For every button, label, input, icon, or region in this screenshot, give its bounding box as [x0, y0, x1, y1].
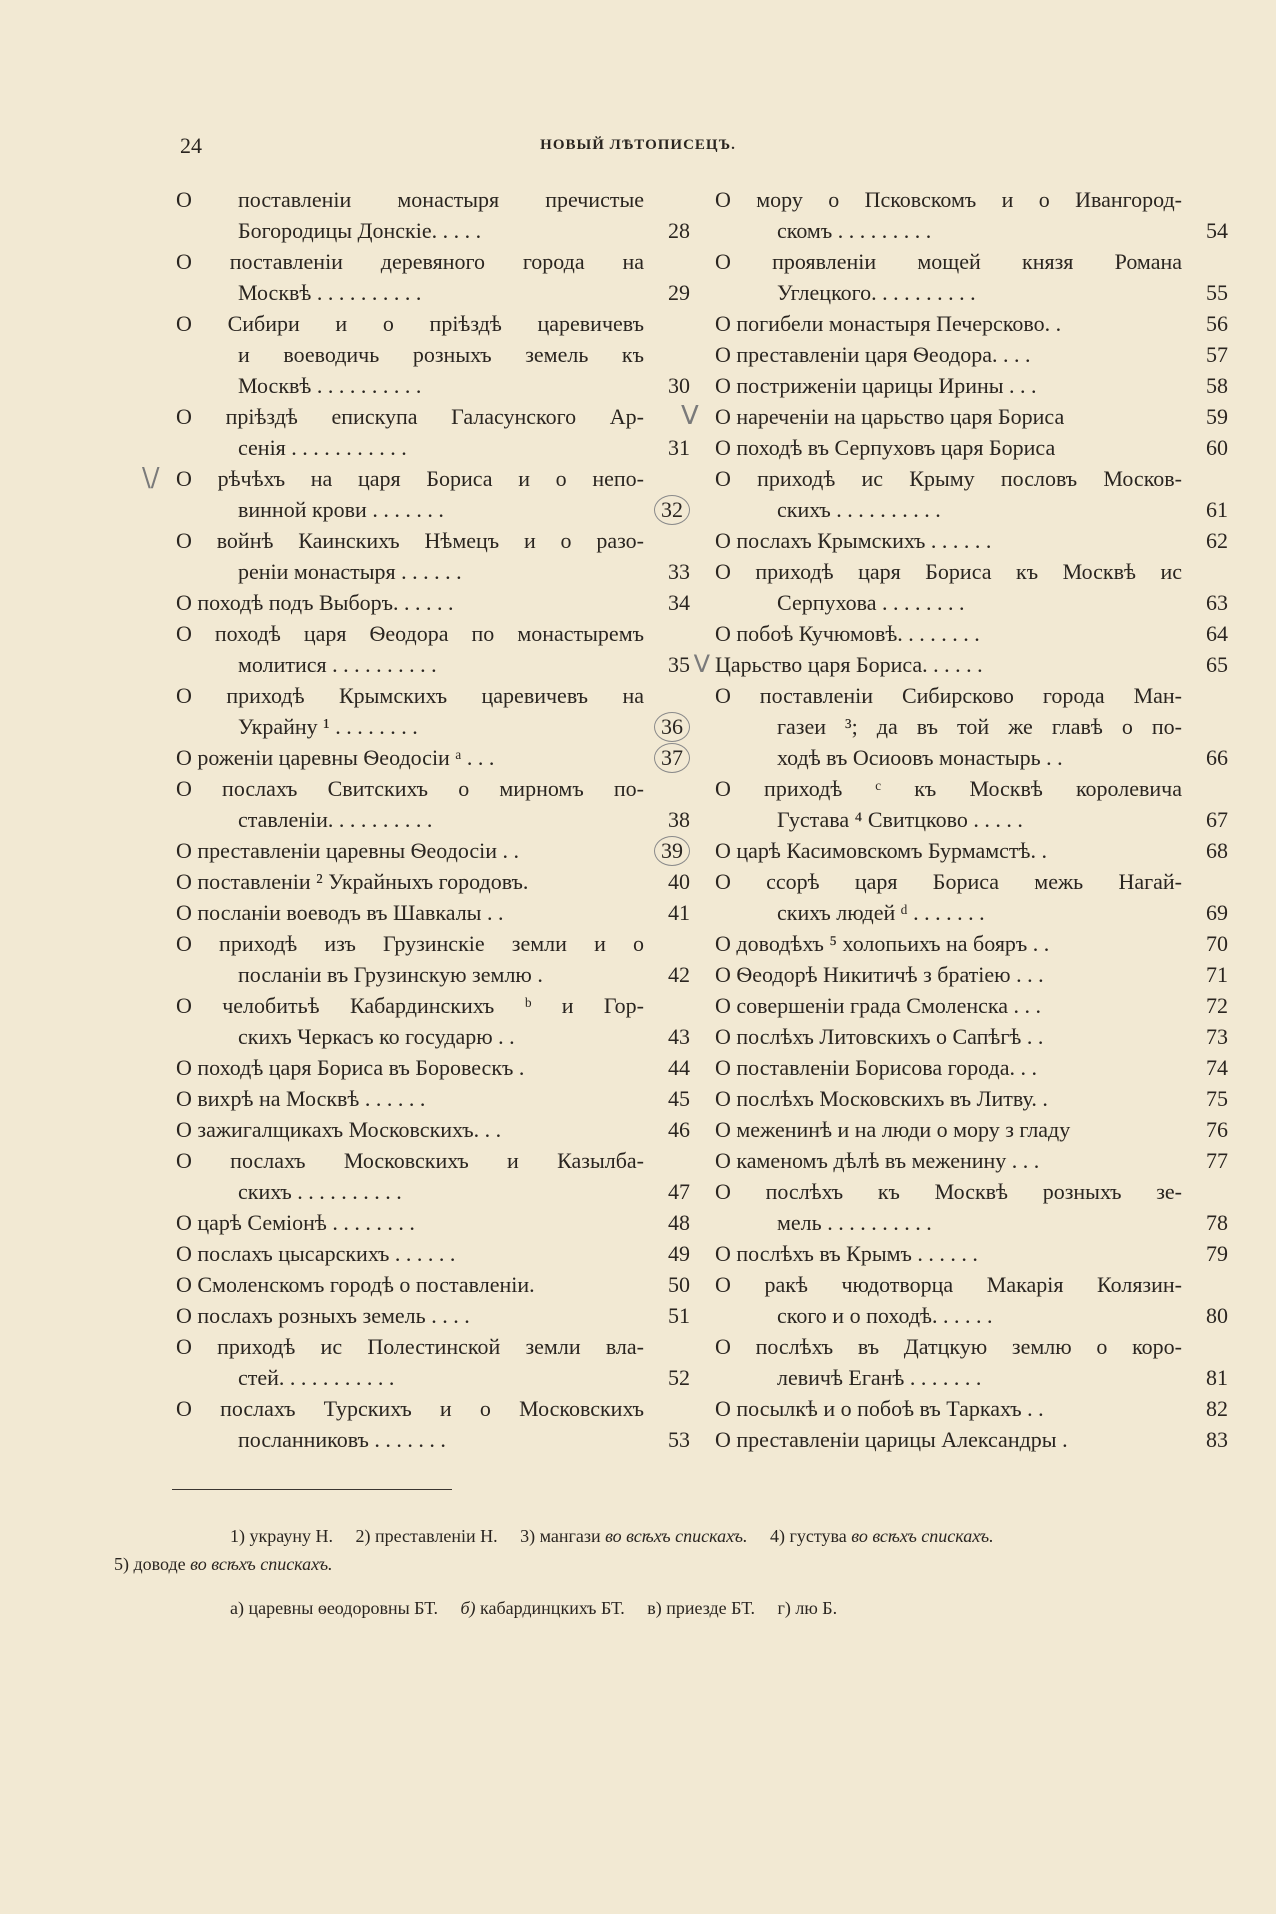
- toc-entry: [142, 463, 690, 525]
- toc-entry: [176, 990, 690, 1052]
- toc-entry-text: Серпухова . . . . . . . .: [777, 590, 965, 615]
- toc-line: [715, 990, 1228, 1021]
- toc-entry-text: О послѣхъ въ Датцкую землю о коро-: [715, 1334, 1182, 1359]
- toc-entry-text: О рѣчѣхъ на царя Бориса и о непо-: [176, 466, 644, 491]
- toc-line: [176, 494, 690, 525]
- toc-entry-text: О послахъ цысарскихъ . . . . . .: [176, 1241, 456, 1266]
- toc-line: [176, 1393, 690, 1424]
- toc-page-number: 63: [1206, 590, 1228, 615]
- toc-entry: [715, 1114, 1228, 1145]
- toc-page-number: 62: [1206, 528, 1228, 553]
- toc-line: [715, 649, 1228, 680]
- toc-page-number: 34: [668, 590, 690, 615]
- toc-entry-text: О послѣхъ Московскихъ въ Литву. .: [715, 1086, 1048, 1111]
- toc-entry: [715, 1331, 1228, 1393]
- toc-entry-text: О войнѣ Каинскихъ Нѣмецъ и о разо-: [176, 528, 644, 553]
- toc-page-number: 69: [1206, 900, 1228, 925]
- toc-page-number: 47: [668, 1179, 690, 1204]
- toc-entry-text: О доводѣхъ ⁵ холопьихъ на бояръ . .: [715, 931, 1050, 956]
- toc-page-number: 29: [668, 280, 690, 305]
- toc-line: [715, 1362, 1228, 1393]
- toc-page-number: 48: [668, 1210, 690, 1235]
- toc-entry: [715, 370, 1228, 401]
- toc-entry-text: винной крови . . . . . . .: [238, 497, 444, 522]
- toc-entry: [715, 773, 1228, 835]
- toc-entry: [715, 959, 1228, 990]
- toc-entry: [176, 1052, 690, 1083]
- toc-entry: [715, 308, 1228, 339]
- toc-line: [176, 587, 690, 618]
- toc-page-number: 33: [668, 559, 690, 584]
- toc-entry-text: О поставленіи деревяного города на: [176, 249, 644, 274]
- toc-page-number: 44: [668, 1055, 690, 1080]
- toc-line: [715, 339, 1228, 370]
- toc-line: [176, 1021, 690, 1052]
- toc-entry: [715, 1083, 1228, 1114]
- toc-line: [176, 1300, 690, 1331]
- toc-entry: [176, 587, 690, 618]
- running-title: НОВЫЙ ЛѢТОПИСЕЦЪ.: [540, 137, 736, 153]
- toc-entry-text: О мору о Псковскомъ и о Ивангород-: [715, 187, 1182, 212]
- toc-entry-text: Углецкого. . . . . . . . . .: [777, 280, 976, 305]
- toc-entry-text: О приходѣ ис Крыму пословъ Москов-: [715, 466, 1182, 491]
- toc-page-number: 51: [668, 1303, 690, 1328]
- toc-entry: [715, 1021, 1228, 1052]
- toc-line: [715, 1052, 1228, 1083]
- toc-entry-text: скихъ . . . . . . . . . .: [777, 497, 941, 522]
- toc-page-number: 35: [668, 652, 690, 677]
- toc-entry: [176, 866, 690, 897]
- toc-entry-text: О посланіи воеводъ въ Шавкалы . .: [176, 900, 504, 925]
- toc-entry-text: О преставленіи царевны Ѳеодосіи . .: [176, 838, 520, 863]
- toc-entry-text: О царѣ Семіонѣ . . . . . . . .: [176, 1210, 415, 1235]
- toc-line: [176, 401, 690, 432]
- toc-entry-text: О поставленіи ² Украйныхъ городовъ.: [176, 869, 529, 894]
- footnote: 2) преставленіи Н.: [355, 1526, 498, 1546]
- toc-entry: [715, 1145, 1228, 1176]
- toc-page-number: 54: [1206, 218, 1228, 243]
- toc-page-number: 72: [1206, 993, 1228, 1018]
- toc-entry-text: скомъ . . . . . . . . .: [777, 218, 932, 243]
- footnote: г) лю Б.: [777, 1598, 838, 1618]
- toc-entry: [715, 1238, 1228, 1269]
- toc-entry-text: скихъ . . . . . . . . . .: [238, 1179, 402, 1204]
- toc-line: [176, 246, 690, 277]
- toc-entry: [176, 246, 690, 308]
- footnotes-numeric: [114, 1522, 1252, 1578]
- toc-line: [715, 1393, 1228, 1424]
- toc-entry: [715, 866, 1228, 928]
- toc-entry: [176, 680, 690, 742]
- toc-line: [176, 215, 690, 246]
- toc-entry-text: О зажигалщикахъ Московскихъ. . .: [176, 1117, 502, 1142]
- toc-page-number: 56: [1206, 311, 1228, 336]
- toc-line: [176, 1207, 690, 1238]
- toc-line: [176, 1269, 690, 1300]
- toc-entry-text: посланниковъ . . . . . . .: [238, 1427, 446, 1452]
- toc-entry: [715, 1269, 1228, 1331]
- toc-line: [176, 897, 690, 928]
- toc-entry: [715, 928, 1228, 959]
- toc-page-number: 49: [668, 1241, 690, 1266]
- toc-line: [176, 835, 690, 866]
- toc-line: [715, 277, 1228, 308]
- toc-entry: [176, 308, 690, 401]
- margin-check-mark: \/: [142, 463, 160, 493]
- toc-entry-text: О побоѣ Кучюмовѣ. . . . . . . .: [715, 621, 980, 646]
- toc-page-number: 64: [1206, 621, 1228, 646]
- toc-line: [176, 928, 690, 959]
- toc-page-number: 75: [1206, 1086, 1228, 1111]
- page-header: [0, 133, 1276, 163]
- toc-entry: [176, 1145, 690, 1207]
- toc-page-number: 73: [1206, 1024, 1228, 1049]
- toc-entry-text: О пріѣздѣ епискупа Галасунского Ар-: [176, 404, 644, 429]
- toc-line: [176, 959, 690, 990]
- toc-line: [715, 184, 1228, 215]
- toc-entry: [715, 1393, 1228, 1424]
- toc-line: [176, 1083, 690, 1114]
- toc-entry-text: Царьство царя Бориса. . . . . .: [715, 652, 983, 677]
- toc-entry-text: О постриженіи царицы Ирины . . .: [715, 373, 1037, 398]
- toc-line: [715, 1269, 1228, 1300]
- toc-page-number: 37: [654, 743, 690, 773]
- toc-entry-text: О челобитьѣ Кабардинскихъ ᵇ и Гор-: [176, 993, 644, 1018]
- toc-line: [715, 959, 1228, 990]
- toc-entry: [176, 1269, 690, 1300]
- toc-page-number: 76: [1206, 1117, 1228, 1142]
- toc-entry-text: О преставленіи царицы Александры .: [715, 1427, 1068, 1452]
- toc-entry-text: О приходѣ ᶜ къ Москвѣ королевича: [715, 776, 1182, 801]
- toc-entry-text: Москвѣ . . . . . . . . . .: [238, 280, 422, 305]
- toc-line: [176, 525, 690, 556]
- toc-page-number: 71: [1206, 962, 1228, 987]
- toc-entry-text: О походѣ царя Ѳеодора по монастыремъ: [176, 621, 644, 646]
- toc-line: [715, 866, 1228, 897]
- footnotes-letter: [230, 1594, 1276, 1622]
- toc-line: [176, 866, 690, 897]
- toc-line: [176, 649, 710, 680]
- toc-line: [176, 680, 690, 711]
- toc-line: [176, 773, 690, 804]
- toc-entry: [715, 525, 1228, 556]
- toc-entry-text: скихъ Черкасъ ко государю . .: [238, 1024, 515, 1049]
- toc-entry: [176, 1083, 690, 1114]
- toc-page-number: 41: [668, 900, 690, 925]
- toc-line: [715, 928, 1228, 959]
- toc-entry-text: О походѣ царя Бориса въ Боровескъ .: [176, 1055, 525, 1080]
- toc-entry-text: Густава ⁴ Свитцково . . . . .: [777, 807, 1023, 832]
- toc-line: [715, 897, 1228, 928]
- margin-check-mark: V: [681, 401, 699, 431]
- toc-entry: [681, 401, 1228, 432]
- toc-entry-text: О поставленіи Сибирсково города Ман-: [715, 683, 1182, 708]
- toc-entry: [715, 1176, 1228, 1238]
- toc-line: [176, 1176, 690, 1207]
- toc-page-number: 30: [668, 373, 690, 398]
- footnote: в) приезде БТ.: [647, 1598, 755, 1618]
- toc-line: [176, 308, 690, 339]
- toc-entry: [176, 618, 710, 680]
- toc-page-number: 81: [1206, 1365, 1228, 1390]
- toc-page-number: 28: [668, 218, 690, 243]
- toc-page-number: 42: [668, 962, 690, 987]
- toc-line: [715, 773, 1228, 804]
- toc-entry: [176, 1393, 690, 1455]
- toc-entry-text: О приходѣ царя Бориса къ Москвѣ ис: [715, 559, 1182, 584]
- toc-line: [176, 432, 690, 463]
- toc-line: [715, 711, 1228, 742]
- toc-line: [176, 1362, 690, 1393]
- toc-entry-text: Украйну ¹ . . . . . . . .: [238, 714, 418, 739]
- toc-entry-text: Богородицы Донскіе. . . . .: [238, 218, 482, 243]
- toc-entry-text: О Смоленскомъ городѣ о поставленіи.: [176, 1272, 535, 1297]
- toc-page-number: 59: [1206, 404, 1228, 429]
- toc-page-number: 40: [668, 869, 690, 894]
- toc-line: [176, 184, 690, 215]
- toc-page-number: 77: [1206, 1148, 1228, 1173]
- toc-entry-text: О послахъ розныхъ земель . . . .: [176, 1303, 470, 1328]
- toc-line: [715, 742, 1228, 773]
- toc-entry-text: О совершеніи града Смоленска . . .: [715, 993, 1041, 1018]
- toc-entry-text: О вихрѣ на Москвѣ . . . . . .: [176, 1086, 426, 1111]
- toc-page-number: 55: [1206, 280, 1228, 305]
- toc-page-number: 57: [1206, 342, 1228, 367]
- page-number: 24: [180, 133, 202, 158]
- toc-entry-text: О каменомъ дѣлѣ въ меженину . . .: [715, 1148, 1040, 1173]
- toc-page-number: 31: [668, 435, 690, 460]
- toc-page-number: 74: [1206, 1055, 1228, 1080]
- toc-page-number: 60: [1206, 435, 1228, 460]
- toc-line: [176, 1424, 690, 1455]
- toc-entry-text: О царѣ Касимовскомъ Бурмамстѣ. .: [715, 838, 1047, 863]
- toc-line: [715, 1238, 1228, 1269]
- toc-line: [176, 990, 690, 1021]
- toc-entry-text: О приходѣ ис Полестинской земли вла-: [176, 1334, 644, 1359]
- toc-entry-text: О погибели монастыря Печерсково. .: [715, 311, 1062, 336]
- toc-entry-text: ставленіи. . . . . . . . . .: [238, 807, 433, 832]
- toc-entry: [715, 463, 1228, 525]
- toc-line: [176, 339, 690, 370]
- toc-line: [176, 277, 690, 308]
- toc-entry: [176, 1114, 690, 1145]
- toc-line: [715, 1300, 1228, 1331]
- toc-line: [176, 1052, 690, 1083]
- toc-entry-text: О послахъ Свитскихъ о мирномъ по-: [176, 776, 644, 801]
- toc-entry: [715, 1052, 1228, 1083]
- toc-page-number: 67: [1206, 807, 1228, 832]
- toc-line: [715, 1114, 1228, 1145]
- toc-line: [715, 370, 1228, 401]
- toc-line: [715, 1424, 1228, 1455]
- toc-entry: [176, 1207, 690, 1238]
- toc-page-number: 78: [1206, 1210, 1228, 1235]
- toc-entry: [715, 246, 1228, 308]
- toc-page-number: 82: [1206, 1396, 1228, 1421]
- toc-page-number: 80: [1206, 1303, 1228, 1328]
- toc-line: [176, 711, 690, 742]
- toc-line: [142, 463, 690, 494]
- toc-entry-text: скихъ людей ᵈ . . . . . . .: [777, 900, 985, 925]
- toc-entry-text: О походѣ подъ Выборъ. . . . . .: [176, 590, 454, 615]
- toc-entry: [715, 835, 1228, 866]
- toc-entry-text: и воеводичь розныхъ земель къ: [238, 342, 644, 367]
- toc-line: [715, 680, 1228, 711]
- toc-line: [176, 556, 690, 587]
- toc-line: [715, 618, 1228, 649]
- toc-entry-text: ходѣ въ Осиоовъ монастырь . .: [777, 745, 1063, 770]
- toc-entry: [176, 773, 690, 835]
- toc-line: [715, 1021, 1228, 1052]
- toc-page-number: 70: [1206, 931, 1228, 956]
- toc-entry: [176, 835, 690, 866]
- toc-line: [176, 618, 690, 649]
- footnote-rule: [172, 1489, 452, 1490]
- toc-line: [176, 1145, 690, 1176]
- toc-entry-text: О послахъ Турскихъ и о Московскихъ: [176, 1396, 644, 1421]
- toc-page-number: 68: [1206, 838, 1228, 863]
- toc-entry: [715, 432, 1228, 463]
- toc-entry: [715, 990, 1228, 1021]
- footnote: а) царевны ѳеодоровны БТ.: [230, 1598, 438, 1618]
- toc-entry-text: левичѣ Еганѣ . . . . . . .: [777, 1365, 982, 1390]
- toc-page-number: 66: [1206, 745, 1228, 770]
- toc-page-number: 45: [668, 1086, 690, 1111]
- toc-entry: [176, 401, 690, 463]
- toc-entry: [176, 1331, 690, 1393]
- toc-entry-text: О послѣхъ въ Крымъ . . . . . .: [715, 1241, 978, 1266]
- toc-entry: [715, 680, 1228, 773]
- toc-line: [715, 308, 1228, 339]
- toc-line: [715, 587, 1228, 618]
- toc-entry-text: О ссорѣ царя Бориса межь Нагай-: [715, 869, 1182, 894]
- toc-page-number: 39: [654, 836, 690, 866]
- toc-line: [176, 370, 690, 401]
- toc-entry: [715, 339, 1228, 370]
- toc-line: [715, 1176, 1228, 1207]
- toc-line: [715, 463, 1228, 494]
- toc-entry: [715, 649, 1228, 680]
- toc-page-number: 65: [1206, 652, 1228, 677]
- toc-line: [176, 742, 690, 773]
- toc-entry-text: О Ѳеодорѣ Никитичѣ з братіею . . .: [715, 962, 1044, 987]
- toc-entry-text: О проявленіи мощей князя Романа: [715, 249, 1182, 274]
- toc-entry-text: О послахъ Московскихъ и Казылба-: [176, 1148, 644, 1173]
- toc-page-number: 58: [1206, 373, 1228, 398]
- toc-entry-text: О послѣхъ къ Москвѣ розныхъ зе-: [715, 1179, 1182, 1204]
- toc-page-number: 43: [668, 1024, 690, 1049]
- toc-entry: [176, 742, 690, 773]
- footnote: 5) доводе во всѣхъ спискахъ.: [114, 1554, 333, 1574]
- toc-line: [715, 1207, 1228, 1238]
- toc-line: [176, 1331, 690, 1362]
- toc-entry: [715, 1424, 1228, 1455]
- toc-left-column: [142, 184, 710, 1455]
- toc-entry: [715, 556, 1228, 618]
- toc-line: [715, 835, 1228, 866]
- toc-entry-text: О Сибири и о пріѣздѣ царевичевъ: [176, 311, 644, 336]
- toc-line: [715, 432, 1228, 463]
- toc-page-number: 32: [654, 495, 690, 525]
- toc-page-number: 50: [668, 1272, 690, 1297]
- toc-page-number: 83: [1206, 1427, 1228, 1452]
- toc-entry: [176, 1238, 690, 1269]
- toc-line: [715, 1083, 1228, 1114]
- toc-entry: [715, 184, 1228, 246]
- toc-entry-text: реніи монастыря . . . . . .: [238, 559, 462, 584]
- toc-entry-text: О меженинѣ и на люди о мору з гладу: [715, 1117, 1071, 1142]
- margin-check-mark: V: [693, 650, 710, 678]
- toc-entry: [176, 184, 690, 246]
- toc-entry-text: О ракѣ чюдотворца Макарія Колязин-: [715, 1272, 1182, 1297]
- footnote: 1) украуну Н.: [230, 1526, 333, 1546]
- toc-page-number: 79: [1206, 1241, 1228, 1266]
- toc-page-number: 61: [1206, 497, 1228, 522]
- toc-line: [715, 556, 1228, 587]
- toc-entry-text: газеи ³; да въ той же главѣ о по-: [777, 714, 1182, 739]
- toc-line: [715, 804, 1228, 835]
- toc-entry-text: Москвѣ . . . . . . . . . .: [238, 373, 422, 398]
- toc-entry-text: О преставленіи царя Ѳеодора. . . .: [715, 342, 1031, 367]
- toc-entry-text: посланіи въ Грузинскую землю .: [238, 962, 543, 987]
- toc-line: [715, 1331, 1228, 1362]
- toc-entry: [176, 1300, 690, 1331]
- toc-entry-text: ского и о походѣ. . . . . .: [777, 1303, 993, 1328]
- toc-line: [681, 401, 1228, 432]
- toc-right-column: [681, 184, 1228, 1455]
- toc-line: [715, 1145, 1228, 1176]
- toc-entry-text: сенія . . . . . . . . . . .: [238, 435, 407, 460]
- toc-page-number: 46: [668, 1117, 690, 1142]
- toc-entry: [176, 525, 690, 587]
- toc-entry-text: О послахъ Крымскихъ . . . . . .: [715, 528, 992, 553]
- toc-entry-text: О походѣ въ Серпуховъ царя Бориса: [715, 435, 1056, 460]
- toc-line: [715, 246, 1228, 277]
- toc-entry-text: О поставленіи Борисова города. . .: [715, 1055, 1037, 1080]
- toc-entry: [176, 928, 690, 990]
- footnote: 3) мангази во всѣхъ спискахъ.: [520, 1526, 748, 1546]
- toc-entry-text: О посылкѣ и о побоѣ въ Таркахъ . .: [715, 1396, 1044, 1421]
- toc-page-number: 53: [668, 1427, 690, 1452]
- toc-entry-text: молитися . . . . . . . . . .: [238, 652, 437, 677]
- toc-entry-text: О поставленіи монастыря пречистые: [176, 187, 644, 212]
- toc-entry-text: О роженіи царевны Ѳеодосіи ᵃ . . .: [176, 745, 495, 770]
- toc-entry: [715, 618, 1228, 649]
- toc-line: [176, 804, 690, 835]
- toc-page-number: 38: [668, 807, 690, 832]
- toc-entry-text: О приходѣ Крымскихъ царевичевъ на: [176, 683, 644, 708]
- toc-line: [176, 1238, 690, 1269]
- toc-entry-text: мель . . . . . . . . . .: [777, 1210, 932, 1235]
- toc-line: [715, 215, 1228, 246]
- toc-entry-text: О послѣхъ Литовскихъ о Сапѣгѣ . .: [715, 1024, 1044, 1049]
- toc-page-number: 52: [668, 1365, 690, 1390]
- toc-entry-text: стей. . . . . . . . . . .: [238, 1365, 395, 1390]
- toc-entry-text: О приходѣ изъ Грузинскіе земли и о: [176, 931, 644, 956]
- toc-line: [176, 1114, 690, 1145]
- toc-line: [715, 494, 1228, 525]
- footnote: б) кабардинцкихъ БТ.: [460, 1598, 625, 1618]
- toc-entry-text: О нареченіи на царьство царя Бориса: [715, 404, 1065, 429]
- toc-line: [715, 525, 1228, 556]
- footnote: 4) густува во всѣхъ спискахъ.: [769, 1526, 994, 1546]
- toc-entry: [176, 897, 690, 928]
- toc-page-number: 36: [654, 712, 690, 742]
